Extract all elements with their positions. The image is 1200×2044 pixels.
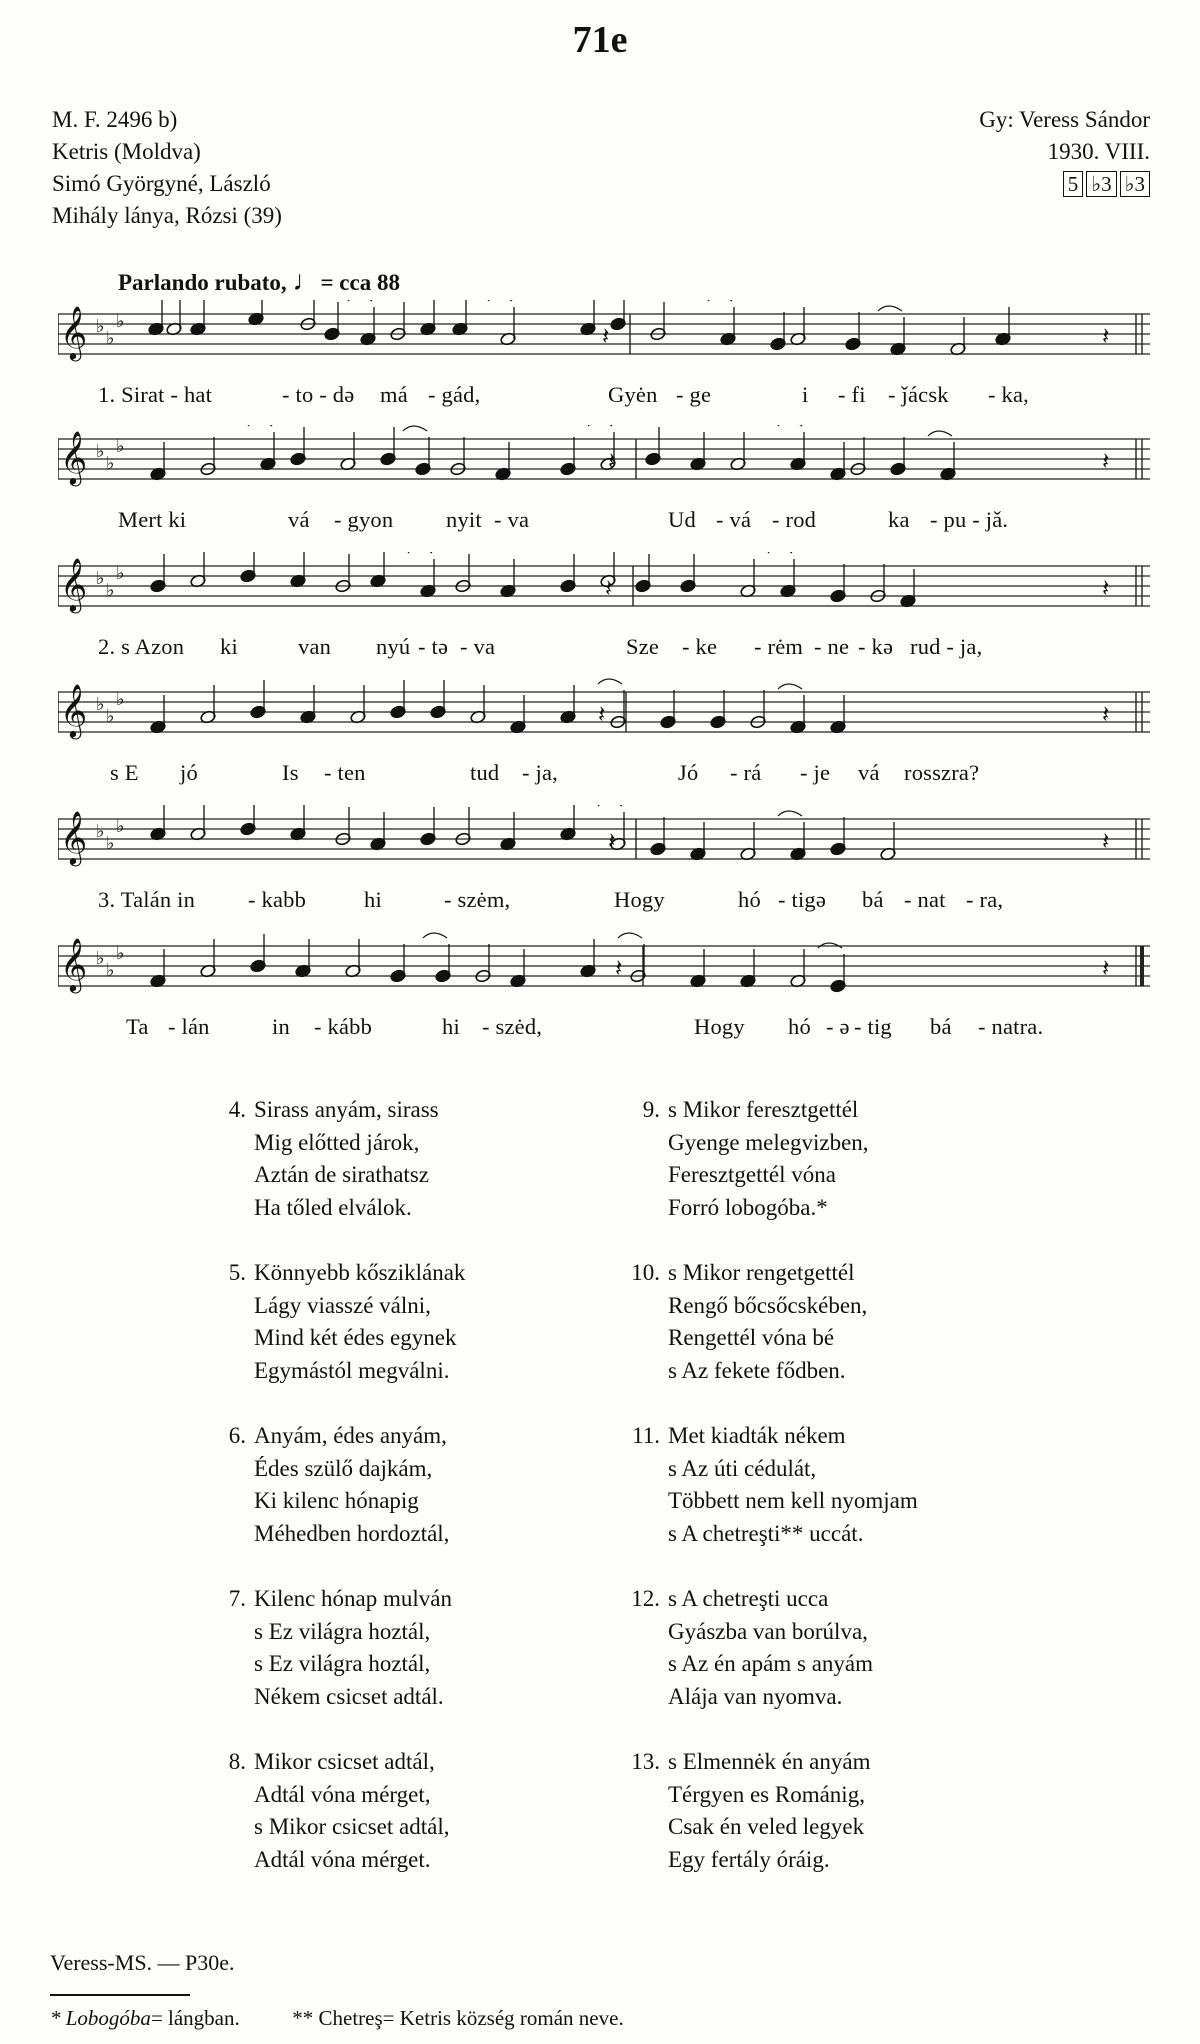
lyric-syllable: - natra.	[978, 1014, 1044, 1039]
music-system-3	[58, 552, 1150, 672]
cadence-boxes	[1063, 171, 1150, 197]
svg-text:♭: ♭	[116, 943, 125, 964]
source-line: M. F. 2496 b)	[52, 107, 178, 132]
svg-text:𝄞: 𝄞	[60, 557, 88, 611]
svg-text:♭: ♭	[116, 436, 125, 457]
lyric-syllable: rosszra?	[904, 760, 980, 785]
footnote-divider	[50, 1994, 190, 1996]
svg-text:♭: ♭	[106, 706, 115, 727]
music-system-5	[58, 805, 1150, 925]
tempo-marking	[118, 266, 400, 298]
stanza-line: s Ez világra hoztál,	[254, 1651, 431, 1676]
stanza-line: Kilenc hónap mulván	[254, 1586, 453, 1611]
lyric-syllable: Gyėn	[608, 382, 658, 407]
lyric-syllable: - vá	[716, 507, 752, 532]
quarter-note-icon: ♩	[292, 266, 321, 297]
stanza-line: Édes szülő dajkám,	[254, 1455, 433, 1481]
stanza-line: Térgyen es Románig,	[668, 1781, 865, 1807]
lyric-syllable: - fi	[838, 382, 866, 407]
svg-text:𝄽: 𝄽	[1102, 700, 1110, 728]
lyric-syllable: s E	[110, 760, 139, 785]
lyric-syllable: - kább	[314, 1014, 373, 1039]
stanza-line: s A chetreşti** uccát.	[668, 1520, 864, 1546]
footnote-definition: = Ketris község román neve.	[382, 2006, 624, 2030]
svg-text:♭: ♭	[116, 689, 125, 710]
lyric-syllable: 2. s Azon	[98, 634, 185, 659]
lyric-syllable: Ud	[668, 507, 696, 532]
stanza	[228, 1583, 453, 1713]
lyric-syllable: - ten	[324, 760, 366, 785]
manuscript-reference: Veress-MS. — P30e.	[50, 1950, 235, 1975]
stanza-line: Anyám, édes anyám,	[254, 1423, 447, 1448]
stanza-line: Gyenge melegvizben,	[668, 1129, 869, 1155]
stanza-line: Feresztgettél vóna	[668, 1162, 836, 1187]
lyric-syllable: - tə	[418, 634, 449, 659]
svg-text:♭: ♭	[96, 568, 105, 589]
footnote-term: ** Chetreş	[292, 2006, 383, 2030]
music-system-6	[58, 932, 1150, 1052]
svg-text:𝄞: 𝄞	[60, 305, 88, 359]
stanza-number: 6.	[228, 1423, 246, 1448]
svg-text:𝄽: 𝄽	[615, 954, 623, 982]
lyric-syllable: - ne	[814, 634, 850, 659]
svg-text:♭: ♭	[96, 948, 105, 969]
stanza-line: Sirass anyám, sirass	[254, 1097, 439, 1122]
svg-text:𝄞: 𝄞	[60, 430, 88, 484]
music-system-1	[58, 300, 1150, 420]
svg-text:𝄞: 𝄞	[60, 683, 88, 737]
stanza-line: Gyászba van borúlva,	[668, 1618, 868, 1644]
lyric-syllable: 3. Talán in	[98, 887, 196, 912]
lyric-syllable: - pu - jǎ.	[930, 507, 1009, 532]
tempo-value: = cca 88	[320, 270, 400, 295]
lyric-syllable: Ta	[126, 1014, 149, 1039]
stanza-line: Alája van nyomva.	[668, 1683, 843, 1709]
svg-text:♭: ♭	[106, 833, 115, 854]
svg-text:♭: ♭	[96, 694, 105, 715]
stanza-number: 12.	[631, 1586, 660, 1611]
lyric-syllable: - gád,	[428, 382, 481, 407]
lyric-syllable: 1. Sirat - hat	[98, 382, 213, 407]
stanza-number: 4.	[228, 1097, 246, 1122]
stanza	[632, 1420, 918, 1550]
stanza	[228, 1746, 450, 1876]
lyric-syllable: tud	[470, 760, 500, 785]
stanza	[631, 1257, 868, 1387]
stanza-line: s Mikor csicset adtál,	[254, 1814, 450, 1839]
stanza-line: Adtál vóna mérget.	[254, 1846, 431, 1872]
lyric-syllable: Hogy	[694, 1014, 745, 1039]
svg-text:𝄽: 𝄽	[605, 574, 613, 602]
stanza-line: s A chetreşti ucca	[668, 1586, 829, 1611]
lyric-syllable: van	[298, 634, 332, 659]
stanza-line: Egymástól megválni.	[254, 1357, 450, 1383]
svg-text:♭: ♭	[106, 453, 115, 474]
stanza-line: Aztán de sirathatsz	[254, 1162, 429, 1187]
stanza-number: 5.	[228, 1260, 246, 1285]
lyric-syllable: Jó	[678, 760, 699, 785]
svg-text:♭: ♭	[106, 960, 115, 981]
stanza-line: Ki kilenc hónapig	[254, 1488, 419, 1513]
stanza-line: Mig előtted járok,	[254, 1129, 420, 1155]
stanza-line: Mikor csicset adtál,	[254, 1749, 435, 1774]
stanza-line: Mind két édes egynek	[254, 1325, 457, 1350]
stanza-line: Adtál vóna mérget,	[254, 1781, 431, 1807]
lyric-syllable: - kə	[858, 634, 894, 659]
lyric-syllable: - ra,	[966, 887, 1004, 912]
stanza-number: 13.	[631, 1749, 660, 1774]
lyric-syllable: - szėm,	[444, 887, 511, 912]
stanza-line: Forró lobogóba.*	[668, 1194, 828, 1220]
footnotes	[50, 2006, 624, 2031]
lyric-syllable: vá	[858, 760, 880, 785]
cadence-box: ♭3	[1086, 171, 1116, 197]
lyric-syllable: bá	[930, 1014, 952, 1039]
lyric-syllable: - to - də	[282, 382, 355, 407]
lyric-syllable: - kabb	[248, 887, 307, 912]
svg-text:♭: ♭	[106, 328, 115, 349]
source-line: Mihály lánya, Rózsi (39)	[52, 203, 282, 228]
lyric-syllable: - szėd,	[482, 1014, 543, 1039]
svg-text:𝄽: 𝄽	[608, 827, 616, 855]
stanza-line: s Ez világra hoztál,	[254, 1618, 431, 1644]
svg-text:𝄽: 𝄽	[608, 447, 616, 475]
stanza-line: Egy fertály óráig.	[668, 1846, 830, 1872]
stanza-number: 11.	[632, 1423, 660, 1448]
lyric-syllable: - tig	[854, 1014, 892, 1039]
lyric-syllable: hó	[788, 1014, 811, 1039]
lyric-syllable: - ja,	[522, 760, 558, 785]
stanza-line: Csak én veled legyek	[668, 1814, 865, 1839]
lyric-syllable: Mert ki	[118, 507, 187, 532]
stanza	[228, 1257, 466, 1387]
lyric-syllable: - ǰácsk	[888, 382, 949, 407]
stanza-line: Ha tőled elválok.	[254, 1194, 412, 1220]
collection-date: 1930. VIII.	[1047, 139, 1150, 164]
svg-text:𝄽: 𝄽	[602, 322, 610, 350]
stanza-number: 9.	[642, 1097, 660, 1122]
lyric-syllable: Hogy	[614, 887, 665, 912]
collector-name: Gy: Veress Sándor	[979, 107, 1150, 132]
source-info	[52, 104, 282, 232]
stanza	[642, 1094, 869, 1224]
source-line: Ketris (Moldva)	[52, 139, 201, 164]
tempo-text: Parlando rubato,	[118, 270, 287, 295]
page-title: 71e	[572, 19, 628, 61]
lyric-syllable: hi	[364, 887, 382, 912]
lyric-syllable: - tigə	[778, 887, 827, 912]
svg-text:𝄽: 𝄽	[1102, 447, 1110, 475]
stanza-line: s Az én apám s anyám	[668, 1651, 874, 1676]
lyric-syllable: nyú	[376, 634, 411, 659]
svg-text:♭: ♭	[116, 311, 125, 332]
lyric-syllable: - rėm	[754, 634, 804, 659]
lyric-syllable: má	[380, 382, 408, 407]
svg-text:♭: ♭	[96, 821, 105, 842]
cadence-box: 5	[1063, 171, 1084, 197]
stanza	[631, 1746, 871, 1876]
lyric-syllable: ka	[888, 507, 910, 532]
lyric-syllable: Sze	[626, 634, 660, 659]
music-system-2	[58, 425, 1150, 545]
stanza	[228, 1094, 439, 1224]
stanza-number: 7.	[228, 1586, 246, 1611]
lyric-syllable: bá	[862, 887, 884, 912]
svg-text:𝄽: 𝄽	[1102, 827, 1110, 855]
lyric-syllable: Is	[282, 760, 299, 785]
lyric-syllable: in	[272, 1014, 290, 1039]
lyric-syllable: nyit	[446, 507, 482, 532]
lyric-syllable: hi	[442, 1014, 460, 1039]
cadence-box: ♭3	[1120, 171, 1150, 197]
svg-text:𝄽: 𝄽	[1102, 954, 1110, 982]
stanza-line: s Mikor feresztgettél	[668, 1097, 859, 1122]
lyric-syllable: - gyon	[334, 507, 394, 532]
lyric-syllable: hó	[738, 887, 761, 912]
stanza-line: Rengettél vóna bé	[668, 1325, 835, 1350]
lyric-syllable: ki	[220, 634, 238, 659]
svg-text:𝄽: 𝄽	[1102, 322, 1110, 350]
stanza	[631, 1583, 874, 1713]
stanza-line: Nékem csicset adtál.	[254, 1683, 444, 1709]
source-line: Simó Györgyné, László	[52, 171, 271, 196]
svg-text:♭: ♭	[116, 563, 125, 584]
lyric-syllable: - rá	[730, 760, 762, 785]
stanza-line: s Az fekete fődben.	[668, 1357, 846, 1383]
stanza-line: s Az úti cédulát,	[668, 1455, 817, 1481]
stanza-line: s Elmennėk én anyám	[668, 1749, 871, 1774]
lyric-syllable: - nat	[904, 887, 946, 912]
svg-text:♭: ♭	[106, 580, 115, 601]
lyric-syllable: vá	[288, 507, 310, 532]
svg-text:𝄽: 𝄽	[1102, 574, 1110, 602]
stanza-line: Met kiadták nékem	[668, 1423, 846, 1448]
lyric-syllable: - lán	[168, 1014, 210, 1039]
lyric-syllable: - rod	[772, 507, 817, 532]
svg-text:♭: ♭	[96, 316, 105, 337]
lyric-syllable: i	[802, 382, 809, 407]
lyric-syllable: - ka,	[988, 382, 1029, 407]
lyric-syllable: - va	[494, 507, 530, 532]
footnote-definition: = lángban.	[150, 2006, 240, 2030]
lyric-syllable: - va	[460, 634, 496, 659]
lyric-syllable: jó	[180, 760, 198, 785]
staff-notation	[58, 300, 1150, 420]
footnote-term: * Lobogóba	[50, 2006, 151, 2030]
collector-info	[979, 104, 1150, 200]
lyric-syllable: - ə	[826, 1014, 850, 1039]
stanza-line: Többett nem kell nyomjam	[668, 1488, 918, 1513]
lyric-syllable: - ge	[676, 382, 712, 407]
svg-text:𝄞: 𝄞	[60, 810, 88, 864]
svg-text:𝄞: 𝄞	[60, 937, 88, 991]
music-system-4	[58, 678, 1150, 798]
svg-text:♭: ♭	[116, 816, 125, 837]
stanza-line: Méhedben hordoztál,	[254, 1520, 450, 1546]
stanza-number: 8.	[228, 1749, 246, 1774]
lyric-syllable: - ke	[682, 634, 718, 659]
stanza-line: s Mikor rengetgettél	[668, 1260, 855, 1285]
stanza-line: Rengő bőcsőcskében,	[668, 1292, 868, 1318]
staff-notation	[58, 678, 1150, 798]
stanza-number: 10.	[631, 1260, 660, 1285]
lyric-syllable: - je	[800, 760, 831, 785]
lyric-syllable: rud - ja,	[910, 634, 983, 659]
svg-text:𝄽: 𝄽	[598, 700, 606, 728]
stanza-line: Lágy viasszé válni,	[254, 1292, 431, 1318]
stanza-line: Könnyebb kősziklának	[254, 1260, 466, 1285]
stanza	[228, 1420, 450, 1550]
svg-text:♭: ♭	[96, 441, 105, 462]
